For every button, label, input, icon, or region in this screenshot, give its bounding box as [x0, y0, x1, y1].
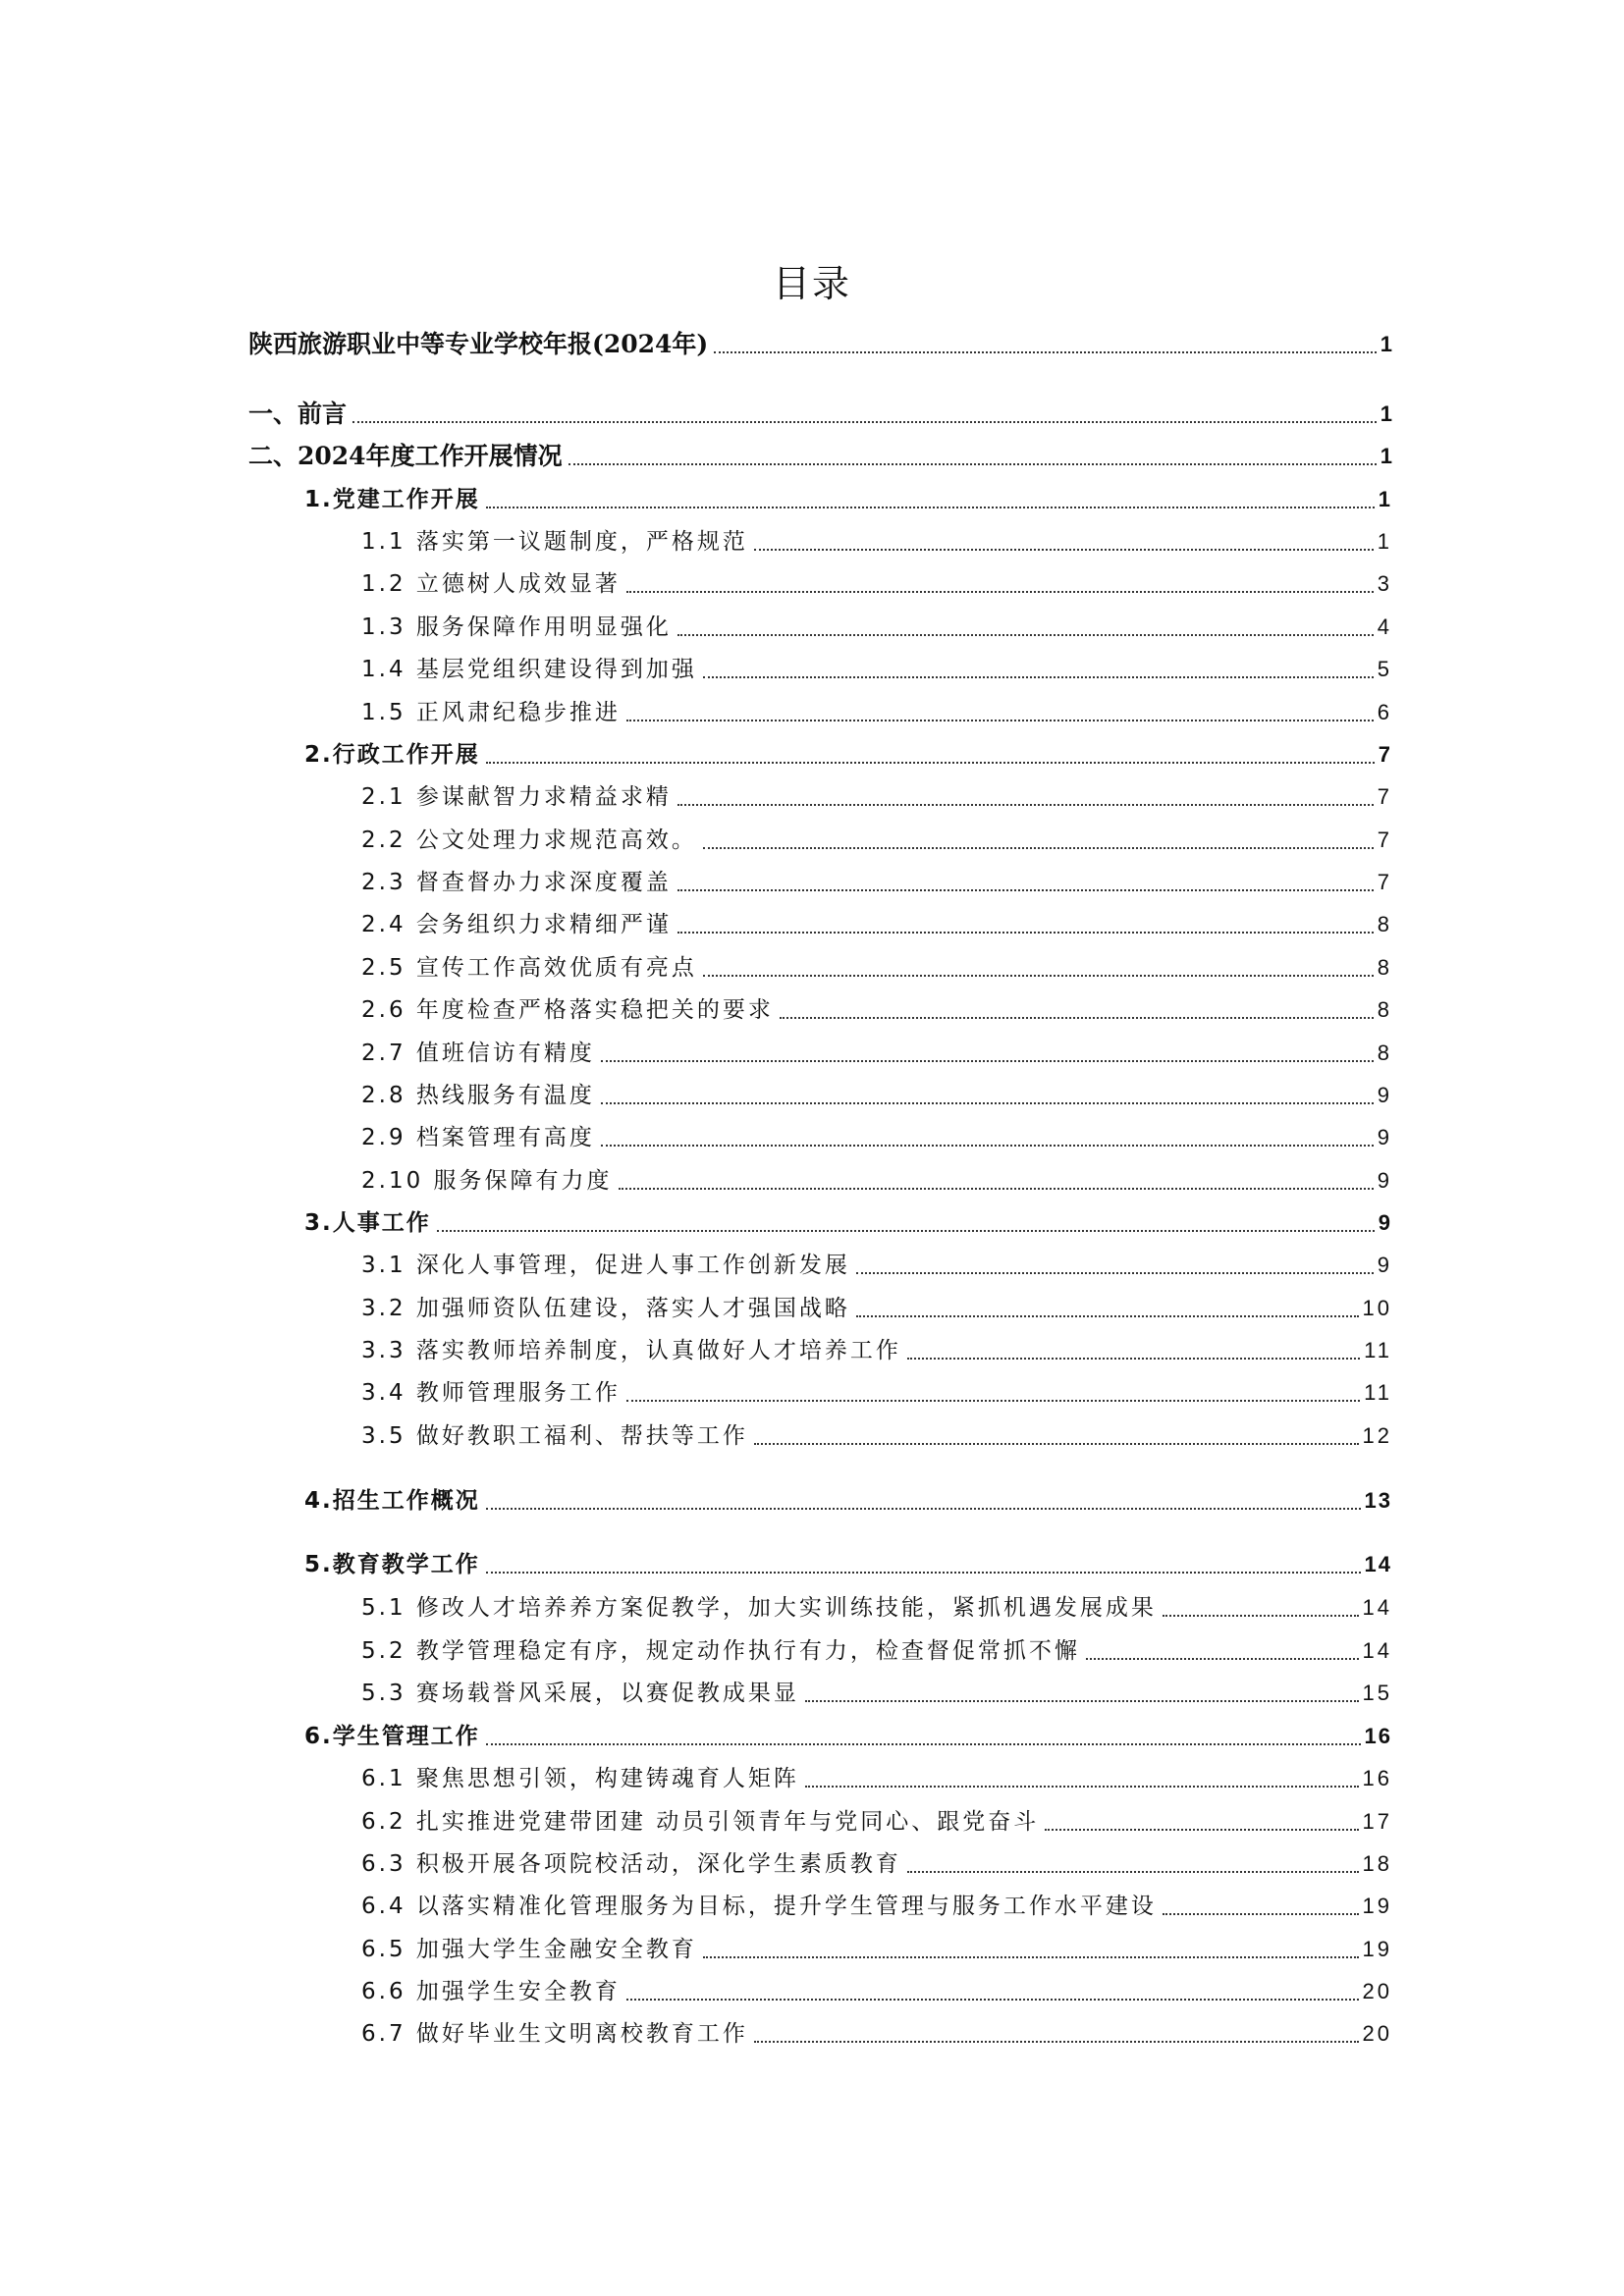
toc-entry[interactable] [248, 439, 1392, 474]
toc-page-number: 11 [1364, 1338, 1392, 1362]
toc-entry-label: 6.4 以落实精准化管理服务为目标，提升学生管理与服务工作水平建设 [361, 1894, 1157, 1919]
toc-dot-leader [352, 421, 1377, 423]
toc-dot-leader [907, 1358, 1360, 1360]
toc-page-number: 14 [1362, 1638, 1392, 1663]
toc-entry-label: 2.8 热线服务有温度 [361, 1083, 595, 1108]
toc-entry[interactable] [361, 1078, 1392, 1113]
toc-dot-leader [754, 1443, 1359, 1445]
toc-entry-label: 1.党建工作开展 [304, 487, 480, 512]
toc-entry-label: 2.3 督查督办力求深度覆盖 [361, 870, 672, 895]
toc-dot-leader [601, 1060, 1374, 1062]
toc-entry[interactable] [361, 779, 1392, 815]
toc-page-number: 6 [1377, 700, 1392, 724]
toc-page-number: 8 [1377, 912, 1392, 936]
toc-entry[interactable] [361, 1590, 1392, 1626]
toc-dot-leader [601, 1102, 1374, 1104]
toc-entry[interactable] [361, 1633, 1392, 1669]
toc-entry-label: 2.10 服务保障有力度 [361, 1168, 613, 1194]
toc-title: 目录 [772, 262, 851, 305]
toc-dot-leader [486, 1572, 1361, 1574]
toc-dot-leader [486, 762, 1375, 764]
toc-entry-label: 二、2024年度工作开展情况 [248, 442, 563, 470]
toc-entry[interactable] [361, 907, 1392, 942]
toc-entry[interactable] [248, 327, 1392, 362]
toc-dot-leader [486, 1508, 1361, 1510]
toc-dot-leader [568, 463, 1377, 465]
toc-page-number: 9 [1377, 1125, 1392, 1149]
toc-page-number: 19 [1362, 1894, 1392, 1918]
toc-entry-label: 3.1 深化人事管理，促进人事工作创新发展 [361, 1253, 850, 1278]
toc-entry-label: 5.教育教学工作 [304, 1552, 480, 1577]
toc-page-number: 14 [1364, 1552, 1392, 1576]
toc-entry-label: 6.5 加强大学生金融安全教育 [361, 1937, 697, 1962]
toc-entry-label: 4.招生工作概况 [304, 1488, 480, 1514]
toc-entry[interactable] [361, 1418, 1392, 1454]
toc-dot-leader [754, 2041, 1359, 2043]
toc-page-number: 3 [1377, 571, 1392, 596]
toc-entry-label: 6.6 加强学生安全教育 [361, 1979, 621, 2004]
toc-entry[interactable] [304, 1547, 1392, 1582]
toc-page-number: 1 [1380, 332, 1392, 356]
toc-entry[interactable] [361, 1974, 1392, 2009]
toc-dot-leader [619, 1188, 1374, 1190]
toc-entry[interactable] [361, 524, 1392, 560]
toc-page-number: 7 [1377, 870, 1392, 894]
toc-page-number: 8 [1377, 997, 1392, 1022]
toc-entry-label: 6.1 聚焦思想引领，构建铸魂育人矩阵 [361, 1766, 799, 1791]
toc-entry-label: 2.9 档案管理有高度 [361, 1125, 595, 1150]
toc-page-number: 1 [1378, 487, 1392, 511]
toc-dot-leader [601, 1145, 1374, 1147]
toc-entry-label: 1.5 正风肃纪稳步推进 [361, 700, 621, 725]
toc-dot-leader [626, 720, 1374, 721]
toc-page-number: 18 [1362, 1851, 1392, 1876]
toc-page-number: 16 [1362, 1766, 1392, 1790]
toc-entry[interactable] [361, 1036, 1392, 1071]
toc-dot-leader [714, 351, 1377, 353]
toc-entry[interactable] [248, 397, 1392, 432]
toc-entry[interactable] [361, 566, 1392, 602]
toc-page-number: 7 [1378, 742, 1392, 767]
toc-entry[interactable] [361, 1163, 1392, 1199]
toc-entry-label: 1.1 落实第一议题制度，严格规范 [361, 529, 748, 555]
toc-entry[interactable] [361, 2016, 1392, 2052]
toc-page-number: 15 [1362, 1681, 1392, 1705]
toc-dot-leader [677, 804, 1374, 806]
toc-dot-leader [754, 549, 1374, 551]
toc-page-number: 20 [1362, 2021, 1392, 2046]
toc-entry-label: 1.4 基层党组织建设得到加强 [361, 657, 697, 682]
toc-entry-label: 3.3 落实教师培养制度，认真做好人才培养工作 [361, 1338, 901, 1363]
toc-entry-label: 1.2 立德树人成效显著 [361, 571, 621, 597]
toc-entry[interactable] [361, 865, 1392, 900]
toc-page-number: 17 [1362, 1809, 1392, 1834]
toc-entry-label: 3.人事工作 [304, 1210, 431, 1236]
toc-dot-leader [907, 1871, 1359, 1873]
toc-dot-leader [1086, 1658, 1359, 1660]
toc-dot-leader [703, 975, 1374, 977]
toc-entry-label: 2.2 公文处理力求规范高效。 [361, 828, 697, 853]
toc-page-number: 1 [1380, 401, 1392, 426]
toc-dot-leader [703, 847, 1374, 849]
toc-page-number: 9 [1377, 1083, 1392, 1107]
toc-entry[interactable] [361, 652, 1392, 687]
toc-dot-leader [626, 591, 1374, 593]
toc-entry[interactable] [361, 823, 1392, 858]
toc-entry[interactable] [304, 1205, 1392, 1241]
toc-page-number: 7 [1377, 828, 1392, 852]
toc-entry-label: 2.6 年度检查严格落实稳把关的要求 [361, 997, 774, 1023]
toc-dot-leader [856, 1315, 1359, 1317]
toc-entry-label: 3.5 做好教职工福利、帮扶等工作 [361, 1423, 748, 1449]
toc-entry[interactable] [361, 1889, 1392, 1924]
toc-page-number: 5 [1377, 657, 1392, 681]
toc-page-number: 12 [1362, 1423, 1392, 1448]
toc-page-number: 8 [1377, 1041, 1392, 1065]
toc-dot-leader [805, 1786, 1359, 1788]
toc-dot-leader [1163, 1615, 1359, 1617]
toc-dot-leader [703, 676, 1374, 678]
toc-entry[interactable] [361, 1375, 1392, 1411]
toc-page-number: 1 [1377, 529, 1392, 554]
toc-entry[interactable] [361, 1120, 1392, 1155]
toc-entry-label: 5.3 赛场载誉风采展，以赛促教成果显 [361, 1681, 799, 1706]
toc-dot-leader [1163, 1913, 1359, 1915]
toc-entry-label: 陕西旅游职业中等专业学校年报(2024年) [248, 330, 709, 358]
toc-entry[interactable] [361, 992, 1392, 1028]
toc-entry[interactable] [361, 1761, 1392, 1796]
toc-page-number: 8 [1377, 955, 1392, 980]
toc-entry-label: 2.行政工作开展 [304, 742, 480, 768]
toc-dot-leader [626, 1999, 1359, 2001]
toc-dot-leader [486, 1743, 1361, 1745]
toc-entry-label: 6.7 做好毕业生文明离校教育工作 [361, 2021, 748, 2047]
toc-entry[interactable] [361, 950, 1392, 986]
toc-dot-leader [677, 889, 1374, 891]
toc-entry[interactable] [361, 1291, 1392, 1326]
toc-entry-label: 1.3 服务保障作用明显强化 [361, 614, 672, 640]
toc-entry-label: 2.1 参谋献智力求精益求精 [361, 784, 672, 810]
toc-entry-label: 2.7 值班信访有精度 [361, 1041, 595, 1066]
toc-page-number: 14 [1362, 1595, 1392, 1620]
toc-dot-leader [486, 507, 1375, 508]
toc-page-number: 16 [1364, 1724, 1392, 1748]
toc-entry-label: 5.2 教学管理稳定有序，规定动作执行有力，检查督促常抓不懈 [361, 1638, 1080, 1664]
toc-page-number: 7 [1377, 784, 1392, 809]
toc-page-number: 9 [1378, 1210, 1392, 1235]
toc-dot-leader [626, 1400, 1360, 1402]
toc-entry[interactable] [361, 610, 1392, 645]
toc-entry[interactable] [361, 695, 1392, 730]
toc-entry[interactable] [361, 1804, 1392, 1840]
toc-entry[interactable] [361, 1932, 1392, 1967]
toc-entry[interactable] [304, 1483, 1392, 1519]
toc-page-number: 9 [1377, 1253, 1392, 1277]
toc-page-number: 9 [1377, 1168, 1392, 1193]
toc-dot-leader [703, 1956, 1359, 1958]
toc-entry-label: 3.4 教师管理服务工作 [361, 1380, 621, 1406]
toc-page-number: 20 [1362, 1979, 1392, 2003]
toc-dot-leader [677, 634, 1374, 636]
toc-entry-label: 3.2 加强师资队伍建设，落实人才强国战略 [361, 1296, 850, 1321]
toc-page-number: 13 [1364, 1488, 1392, 1513]
toc-page-number: 10 [1362, 1296, 1392, 1320]
toc-dot-leader [677, 932, 1374, 934]
toc-entry-label: 6.学生管理工作 [304, 1724, 480, 1749]
toc-page-number: 11 [1364, 1380, 1392, 1405]
toc-dot-leader [437, 1230, 1375, 1232]
toc-entry-label: 2.5 宣传工作高效优质有亮点 [361, 955, 697, 981]
toc-entry[interactable] [304, 482, 1392, 517]
toc-dot-leader [1045, 1829, 1358, 1831]
toc-page-number: 4 [1377, 614, 1392, 639]
toc-entry-label: 6.3 积极开展各项院校活动，深化学生素质教育 [361, 1851, 901, 1877]
toc-entry[interactable] [361, 1248, 1392, 1283]
toc-entry[interactable] [361, 1846, 1392, 1882]
toc-entry-label: 一、前言 [248, 400, 348, 428]
toc-entry-label: 2.4 会务组织力求精细严谨 [361, 912, 672, 937]
toc-entry[interactable] [304, 737, 1392, 773]
toc-dot-leader [805, 1700, 1359, 1702]
toc-entry-label: 6.2 扎实推进党建带团建 动员引领青年与党同心、跟党奋斗 [361, 1809, 1040, 1835]
toc-entry[interactable] [361, 1676, 1392, 1711]
toc-page-number: 1 [1380, 444, 1392, 468]
toc-dot-leader [780, 1017, 1374, 1019]
toc-entry-label: 5.1 修改人才培养养方案促教学，加大实训练技能，紧抓机遇发展成果 [361, 1595, 1157, 1621]
toc-page-number: 19 [1362, 1937, 1392, 1961]
toc-entry[interactable] [361, 1333, 1392, 1368]
toc-dot-leader [856, 1272, 1374, 1274]
toc-entry[interactable] [304, 1719, 1392, 1754]
